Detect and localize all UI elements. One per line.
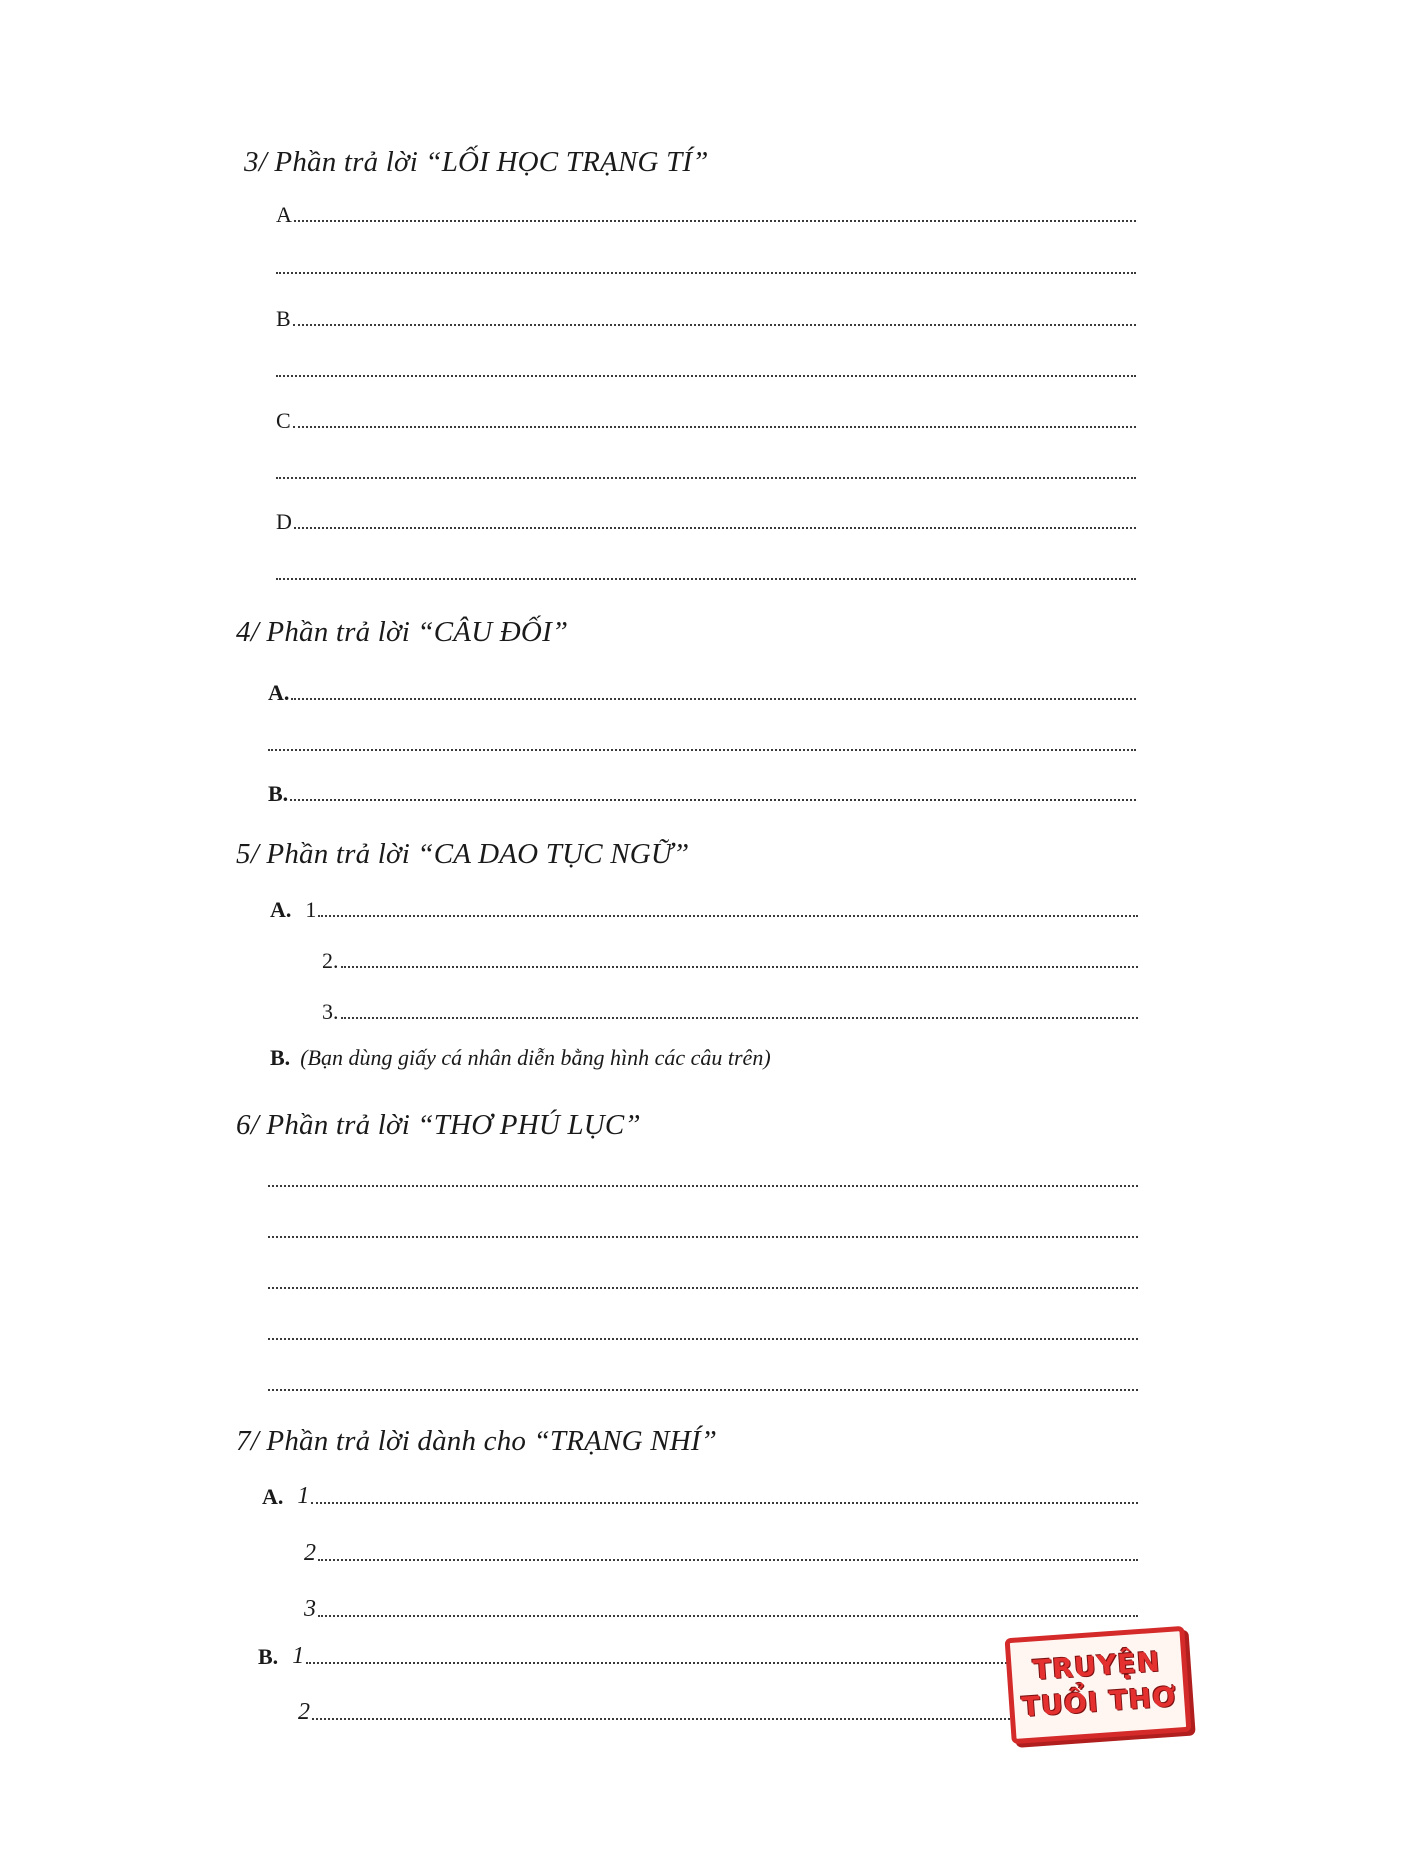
section-6-title: 6/ Phần trả lời “THƠ PHÚ LỤC”	[236, 1109, 641, 1141]
answer-line-7a-2[interactable]	[292, 1537, 1138, 1567]
answer-number: 3.	[322, 999, 339, 1024]
dotted-line	[268, 1389, 1138, 1391]
dotted-line	[268, 1185, 1138, 1187]
dotted-line	[341, 1017, 1139, 1019]
dotted-line	[268, 1287, 1138, 1289]
answer-number: 1	[297, 1483, 310, 1509]
answer-label: B.	[270, 1045, 291, 1070]
dotted-line	[311, 1502, 1138, 1504]
answer-number: 2.	[322, 948, 339, 973]
dotted-line	[276, 477, 1136, 479]
logo-line-1: TRUYỆN	[1031, 1646, 1162, 1687]
instruction-text: (Bạn dùng giấy cá nhân diễn bằng hình các câu trên)	[300, 1045, 771, 1070]
answer-line-4a-cont[interactable]	[268, 727, 1136, 757]
answer-label: A.	[270, 897, 292, 922]
answer-line-6-4[interactable]	[268, 1316, 1138, 1346]
answer-line-3b[interactable]	[276, 302, 1136, 332]
section-3-title: 3/ Phần trả lời “LỐI HỌC TRẠNG TÍ”	[244, 146, 709, 178]
answer-label: B.	[268, 781, 289, 806]
answer-line-3a-cont[interactable]	[276, 250, 1136, 280]
answer-label: A	[276, 202, 292, 227]
answer-label: B.	[258, 1644, 279, 1669]
dotted-line	[318, 915, 1138, 917]
dotted-line	[276, 272, 1136, 274]
dotted-line	[268, 1338, 1138, 1340]
dotted-line	[276, 578, 1136, 580]
dotted-line	[268, 749, 1136, 751]
answer-number: 1	[305, 897, 317, 922]
section-5-title: 5/ Phần trả lời “CA DAO TỤC NGỮ”	[236, 838, 690, 870]
answer-line-3c[interactable]	[276, 404, 1136, 434]
answer-line-3c-cont[interactable]	[276, 455, 1136, 485]
answer-line-4a[interactable]	[268, 676, 1136, 706]
dotted-line	[293, 426, 1136, 428]
answer-label: A.	[268, 680, 290, 705]
answer-label: B	[276, 306, 291, 331]
answer-number: 1	[292, 1643, 305, 1669]
answer-line-6-2[interactable]	[268, 1214, 1138, 1244]
dotted-line	[318, 1559, 1138, 1561]
section-7-title: 7/ Phần trả lời dành cho “TRẠNG NHÍ”	[236, 1425, 718, 1457]
logo-line-2: TUỔI THƠ	[1020, 1681, 1178, 1724]
answer-label: D	[276, 509, 292, 534]
section-4-title: 4/ Phần trả lời “CÂU ĐỐI”	[236, 616, 569, 648]
answer-label: A.	[262, 1484, 284, 1509]
answer-line-7a-3[interactable]	[292, 1593, 1138, 1623]
dotted-line	[294, 220, 1136, 222]
answer-line-3d[interactable]	[276, 505, 1136, 535]
answer-line-5a-2[interactable]	[310, 944, 1138, 974]
answer-line-6-5[interactable]	[268, 1367, 1138, 1397]
answer-line-5a-3[interactable]	[310, 995, 1138, 1025]
dotted-line	[341, 966, 1139, 968]
dotted-line	[290, 799, 1136, 801]
answer-line-5a-1[interactable]	[270, 893, 1138, 923]
answer-number: 2	[304, 1540, 316, 1566]
answer-line-3b-cont[interactable]	[276, 353, 1136, 383]
answer-line-6-3[interactable]	[268, 1265, 1138, 1295]
answer-number: 3	[304, 1596, 316, 1622]
answer-number: 2	[298, 1699, 310, 1725]
answer-line-3d-cont[interactable]	[276, 556, 1136, 586]
answer-note-5b	[270, 1045, 771, 1071]
answer-line-3a[interactable]	[276, 198, 1136, 228]
answer-label: C	[276, 408, 291, 433]
dotted-line	[318, 1615, 1138, 1617]
dotted-line	[291, 698, 1136, 700]
truyen-tuoi-tho-logo	[1005, 1626, 1192, 1744]
answer-line-4b[interactable]	[268, 777, 1136, 807]
answer-line-7a-1[interactable]	[262, 1480, 1138, 1510]
dotted-line	[294, 527, 1136, 529]
dotted-line	[268, 1236, 1138, 1238]
dotted-line	[293, 324, 1136, 326]
answer-line-6-1[interactable]	[268, 1163, 1138, 1193]
dotted-line	[276, 375, 1136, 377]
